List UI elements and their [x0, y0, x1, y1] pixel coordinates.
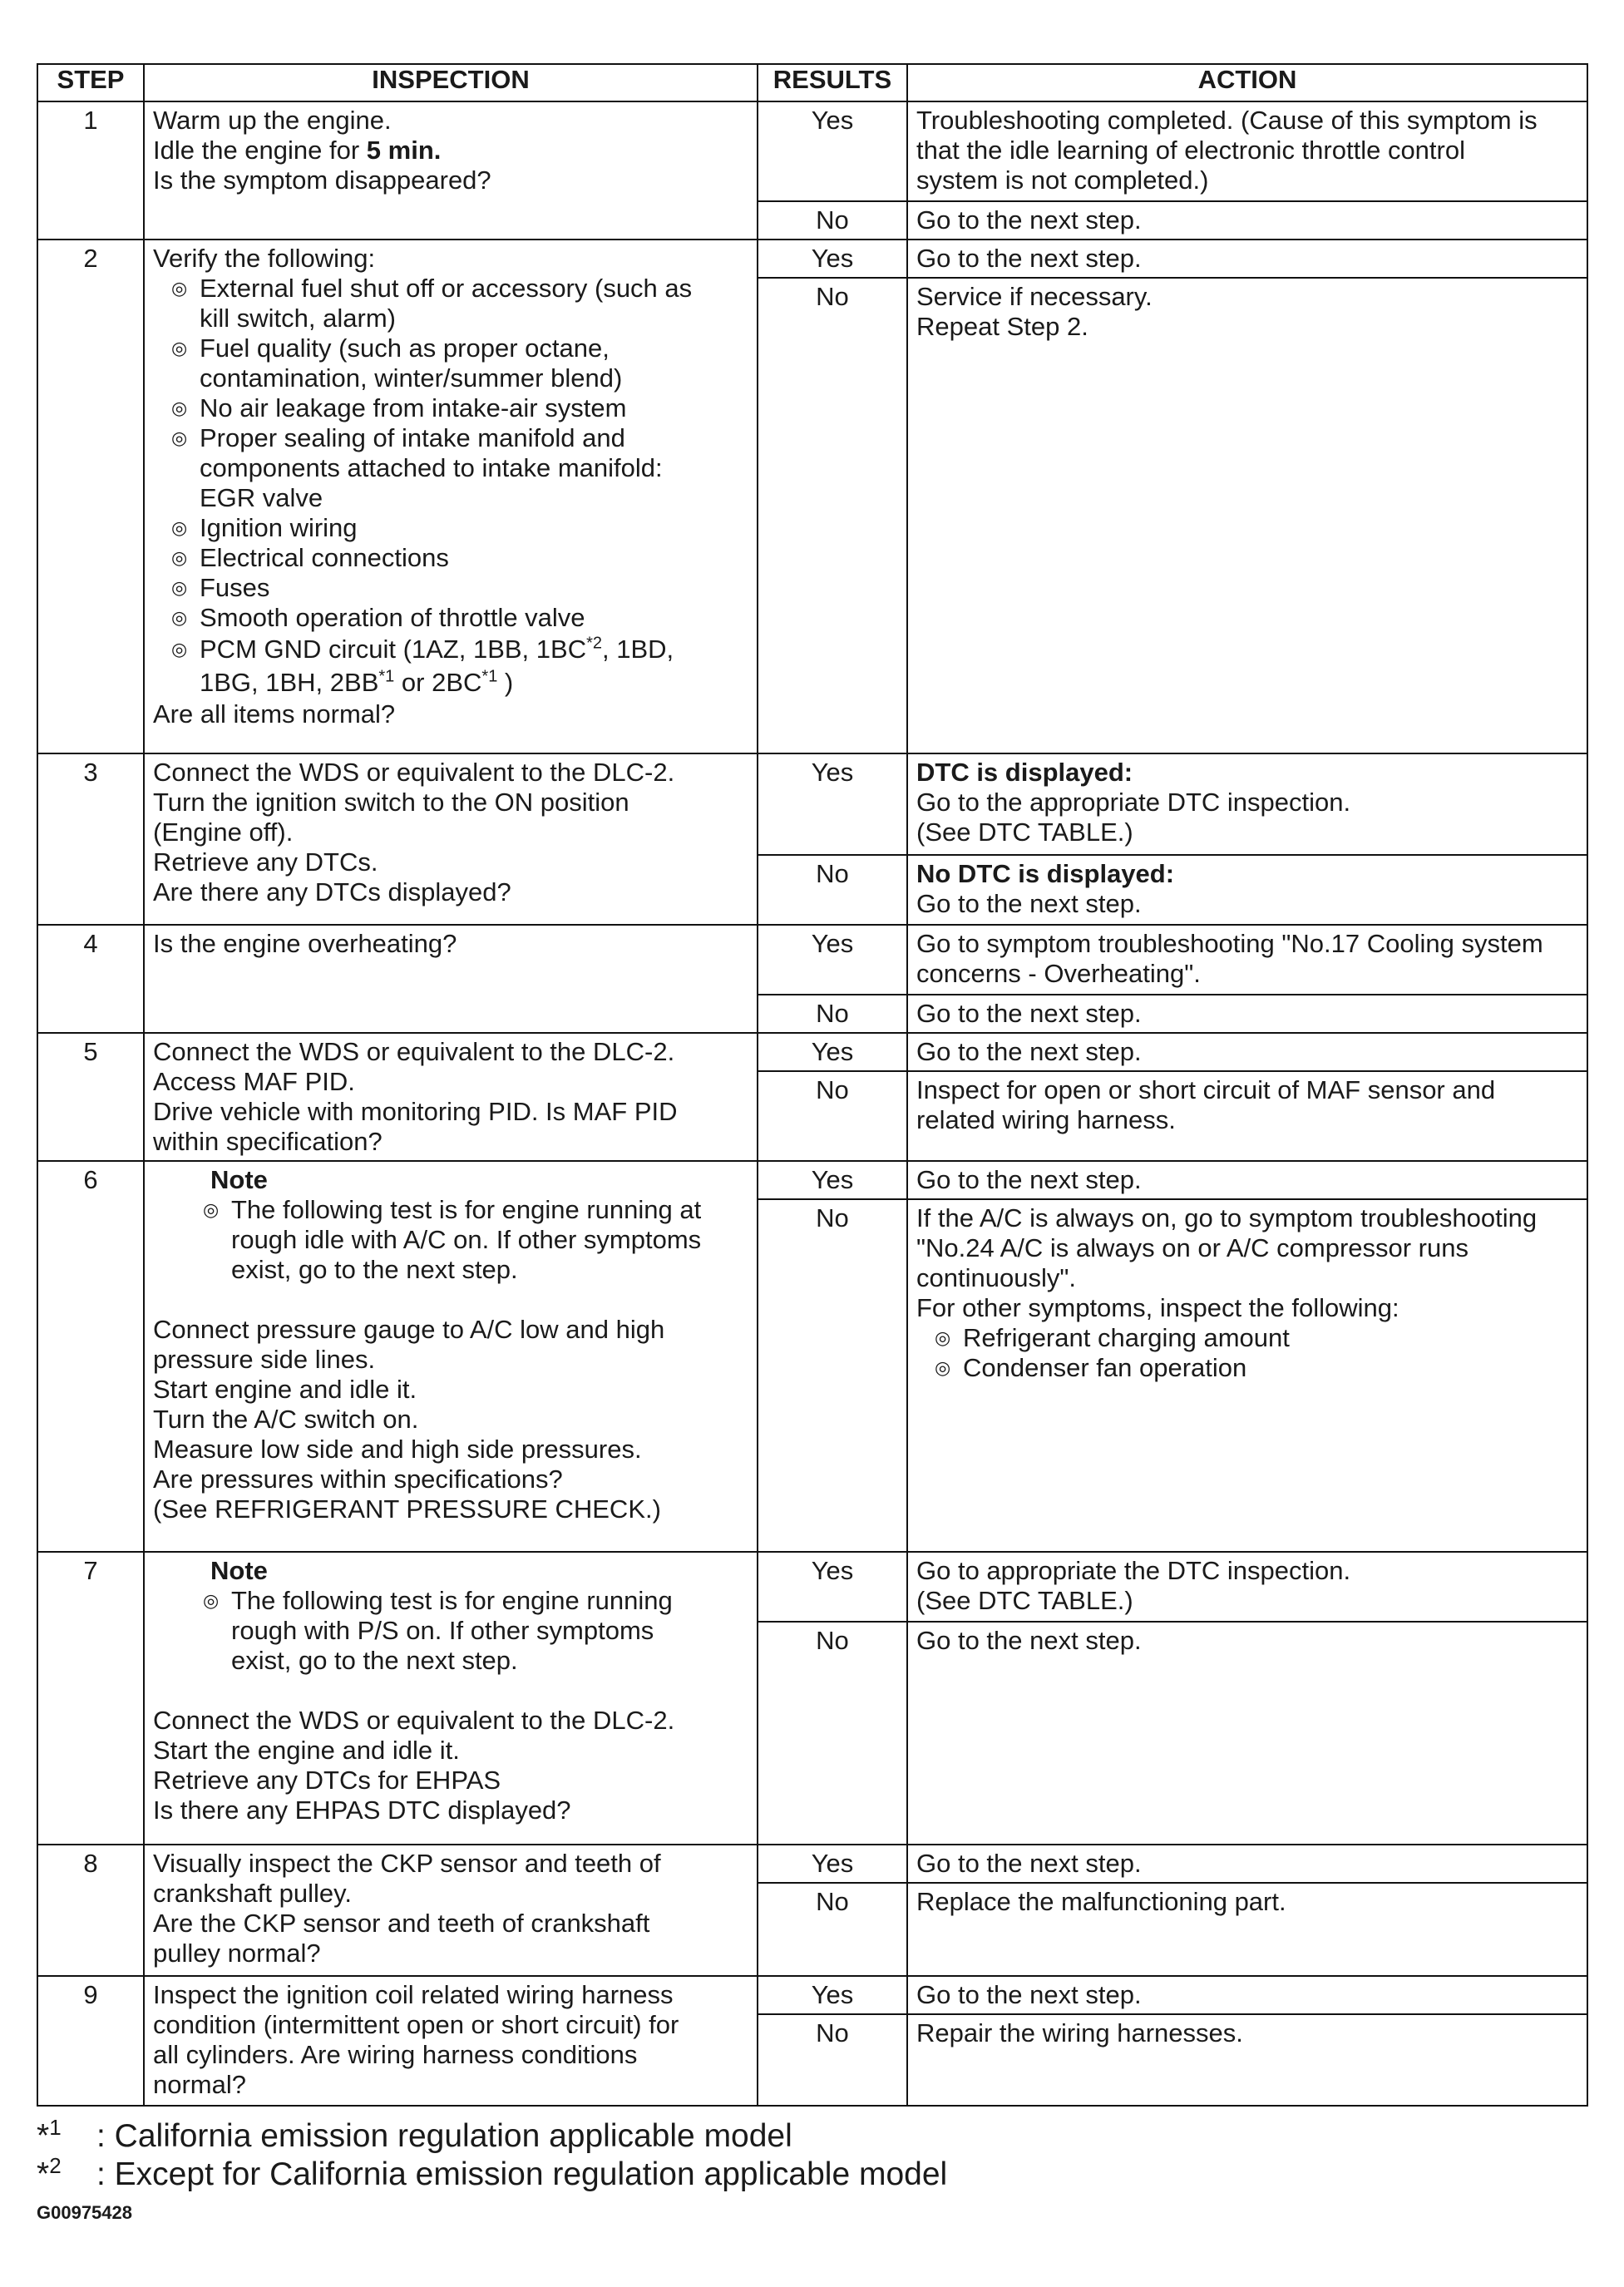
action-cell	[907, 1033, 1587, 1071]
action-cell	[907, 201, 1587, 240]
action-cell	[907, 855, 1587, 925]
action-line: related wiring harness.	[916, 1105, 1176, 1134]
result-no: No	[758, 201, 907, 240]
action-line: Repeat Step 2.	[916, 312, 1088, 341]
table-row	[37, 753, 1587, 855]
result-yes: Yes	[758, 1845, 907, 1883]
action-cell	[907, 101, 1587, 201]
list-item-text: ◎ Fuel quality (such as proper octane,	[200, 333, 610, 363]
action-cell	[907, 925, 1587, 995]
table-row	[37, 101, 1587, 201]
action-line: Service if necessary.	[916, 282, 1153, 311]
list-item-text: EGR valve	[200, 483, 323, 512]
step-number: 6	[37, 1161, 144, 1552]
result-yes: Yes	[758, 1552, 907, 1622]
list-item	[171, 633, 750, 699]
footnote-ref: *1	[481, 667, 498, 686]
result-no: No	[758, 995, 907, 1033]
action-line: (See DTC TABLE.)	[916, 1586, 1133, 1615]
troubleshooting-table	[37, 63, 1588, 2107]
step-number: 3	[37, 753, 144, 925]
list-item-text: ◎ Electrical connections	[200, 543, 449, 572]
inspection-line: Access MAF PID.	[153, 1067, 355, 1096]
footnote-text: : Except for California emission regulation applicable model	[96, 2156, 948, 2192]
footnote-ref: *2	[586, 634, 602, 653]
action-line: For other symptoms, inspect the following:	[916, 1293, 1399, 1322]
footnote-ref: *1	[378, 667, 395, 686]
list-item-text: ◎ The following test is for engine running at	[231, 1195, 702, 1224]
inspection-line: condition (intermittent open or short circuit) for	[153, 2010, 679, 2039]
inspection-duration: 5 min.	[366, 136, 442, 165]
list-item	[171, 513, 750, 543]
note-title: Note	[210, 1165, 268, 1194]
header-inspection: INSPECTION	[144, 64, 758, 101]
action-cell	[907, 1199, 1587, 1552]
action-line: Go to the next step.	[916, 205, 1142, 235]
list-item	[171, 603, 750, 633]
table-row	[37, 1033, 1587, 1071]
inspection-line: normal?	[153, 2070, 246, 2099]
step-number: 8	[37, 1845, 144, 1976]
list-item	[171, 423, 750, 513]
inspection-question: Is there any EHPAS DTC displayed?	[153, 1796, 571, 1825]
action-line: Inspect for open or short circuit of MAF sensor and	[916, 1075, 1496, 1104]
inspection-line: Start engine and idle it.	[153, 1375, 417, 1404]
list-item-text: ◎ No air leakage from intake-air system	[200, 393, 627, 422]
inspection-line: Drive vehicle with monitoring PID. Is MAF PID	[153, 1097, 678, 1126]
list-item-text: ◎ Fuses	[200, 573, 270, 602]
inspection-question: Are all items normal?	[153, 699, 396, 729]
action-line: (See DTC TABLE.)	[916, 817, 1133, 847]
note-list	[203, 1195, 750, 1285]
inspection-line: Retrieve any DTCs.	[153, 847, 378, 877]
action-line: Go to the next step.	[916, 1037, 1142, 1066]
table-row	[37, 1845, 1587, 1883]
inspection-cell	[144, 753, 758, 925]
footnote-mark	[37, 2153, 96, 2194]
action-cell	[907, 995, 1587, 1033]
action-cell	[907, 2014, 1587, 2106]
action-line: Go to the next step.	[916, 1626, 1142, 1655]
list-item: ◎ Condenser fan operation	[935, 1353, 1580, 1383]
note-block	[153, 1556, 750, 1676]
action-line: Replace the malfunctioning part.	[916, 1887, 1286, 1916]
result-no: No	[758, 278, 907, 753]
inspection-text: Idle the engine for	[153, 136, 367, 165]
result-yes: Yes	[758, 1976, 907, 2014]
inspection-line: Warm up the engine.	[153, 106, 392, 135]
inspection-line: pulley normal?	[153, 1939, 321, 1968]
figure-id: G00975428	[37, 2202, 132, 2223]
list-item-text: contamination, winter/summer blend)	[200, 363, 623, 393]
inspection-line: Connect the WDS or equivalent to the DLC-2.	[153, 1037, 675, 1066]
action-heading: DTC is displayed:	[916, 758, 1133, 787]
list-item-text: exist, go to the next step.	[231, 1646, 518, 1675]
result-yes: Yes	[758, 1033, 907, 1071]
list-item-text: kill switch, alarm)	[200, 304, 396, 333]
action-line: Troubleshooting completed. (Cause of this symptom is	[916, 106, 1538, 135]
note-block	[153, 1165, 750, 1285]
inspection-cell	[144, 1161, 758, 1552]
list-item-text: ◎ Smooth operation of throttle valve	[200, 603, 585, 632]
action-line: Go to the next step.	[916, 1165, 1142, 1194]
inspection-question: Is the engine overheating?	[153, 929, 457, 958]
action-cell	[907, 1552, 1587, 1622]
action-line: that the idle learning of electronic throttle control	[916, 136, 1465, 165]
spacer	[153, 1676, 750, 1706]
action-line: Go to appropriate the DTC inspection.	[916, 1556, 1351, 1585]
list-item	[203, 1586, 750, 1676]
inspection-question: Are the CKP sensor and teeth of crankshaft	[153, 1909, 650, 1938]
inspection-line: Connect pressure gauge to A/C low and high	[153, 1315, 665, 1344]
list-item-text	[200, 633, 750, 666]
action-line: Go to the next step.	[916, 999, 1142, 1028]
table-row	[37, 1976, 1587, 2014]
list-item-text: rough with P/S on. If other symptoms	[231, 1616, 654, 1645]
action-cell	[907, 1845, 1587, 1883]
note-list	[203, 1586, 750, 1676]
inspection-cell	[144, 925, 758, 1033]
action-cell	[907, 1071, 1587, 1161]
inspection-question: all cylinders. Are wiring harness conditions	[153, 2040, 638, 2069]
inspection-line: crankshaft pulley.	[153, 1879, 352, 1908]
list-item	[171, 543, 750, 573]
list-item-text	[200, 666, 750, 699]
inspection-question: Is the symptom disappeared?	[153, 165, 491, 195]
action-line: Go to the next step.	[916, 244, 1142, 273]
inspection-line: Start the engine and idle it.	[153, 1736, 460, 1765]
footnote-item	[37, 2117, 947, 2156]
inspection-cell	[144, 1552, 758, 1845]
action-line: Go to the appropriate DTC inspection.	[916, 788, 1351, 817]
list-item-text: ◎ External fuel shut off or accessory (such as	[200, 274, 693, 303]
result-yes: Yes	[758, 101, 907, 201]
action-line: Go to the next step.	[916, 1849, 1142, 1878]
list-item	[203, 1195, 750, 1285]
inspection-line: Connect the WDS or equivalent to the DLC-2.	[153, 1706, 675, 1735]
step-number: 7	[37, 1552, 144, 1845]
inspection-bullet-list	[153, 274, 750, 699]
result-yes: Yes	[758, 925, 907, 995]
inspection-line: Inspect the ignition coil related wiring harness	[153, 1980, 674, 2009]
step-number: 1	[37, 101, 144, 240]
inspection-cell	[144, 1033, 758, 1161]
table-row	[37, 1552, 1587, 1622]
action-line: If the A/C is always on, go to symptom troubleshooting	[916, 1203, 1538, 1232]
action-heading: No DTC is displayed:	[916, 859, 1175, 888]
list-item	[171, 573, 750, 603]
inspection-line: Turn the A/C switch on.	[153, 1405, 419, 1434]
result-yes: Yes	[758, 1161, 907, 1199]
header-step: STEP	[37, 64, 144, 101]
action-cell	[907, 753, 1587, 855]
action-cell	[907, 1622, 1587, 1845]
inspection-line: (Engine off).	[153, 817, 294, 847]
pcm-text: or 2BC	[394, 668, 482, 697]
action-line: Repair the wiring harnesses.	[916, 2018, 1243, 2047]
footnote-item	[37, 2153, 948, 2194]
inspection-question: Are pressures within specifications?	[153, 1465, 563, 1494]
action-line: system is not completed.)	[916, 165, 1209, 195]
action-cell	[907, 1883, 1587, 1976]
inspection-cell	[144, 1976, 758, 2106]
list-item-text: ◎ Ignition wiring	[200, 513, 358, 542]
pcm-text: , 1BD,	[602, 635, 674, 664]
pcm-text: 1BG, 1BH, 2BB	[200, 668, 379, 697]
action-line: concerns - Overheating".	[916, 959, 1201, 988]
footnote-number: 2	[49, 2153, 62, 2178]
table-row	[37, 925, 1587, 995]
pcm-text: )	[497, 668, 514, 697]
troubleshooting-page	[37, 63, 1587, 2107]
action-cell	[907, 1976, 1587, 2014]
list-item	[171, 274, 750, 333]
step-number: 2	[37, 240, 144, 753]
result-yes: Yes	[758, 240, 907, 278]
step-number: 5	[37, 1033, 144, 1161]
header-action: ACTION	[907, 64, 1587, 101]
inspection-line: Turn the ignition switch to the ON position	[153, 788, 629, 817]
inspection-line: Retrieve any DTCs for EHPAS	[153, 1766, 501, 1795]
list-item: ◎ Refrigerant charging amount	[935, 1323, 1580, 1353]
action-line: "No.24 A/C is always on or A/C compressor runs	[916, 1233, 1469, 1262]
result-yes: Yes	[758, 753, 907, 855]
spacer	[153, 1285, 750, 1315]
footnote-asterisk: *	[37, 2118, 50, 2154]
inspection-line: Visually inspect the CKP sensor and teeth of	[153, 1849, 661, 1878]
action-line: Go to symptom troubleshooting "No.17 Cooling system	[916, 929, 1543, 958]
inspection-cell	[144, 1845, 758, 1976]
footnote-asterisk: *	[37, 2156, 50, 2192]
inspection-line: Measure low side and high side pressures.	[153, 1435, 642, 1464]
list-item-text: ◎ The following test is for engine running	[231, 1586, 673, 1615]
result-no: No	[758, 1622, 907, 1845]
list-item-text: rough idle with A/C on. If other symptoms	[231, 1225, 702, 1254]
note-title: Note	[210, 1556, 268, 1585]
action-line: continuously".	[916, 1263, 1076, 1292]
inspection-cell	[144, 240, 758, 753]
header-results: RESULTS	[758, 64, 907, 101]
footnote-text: : California emission regulation applicable model	[96, 2118, 792, 2154]
footnote-number: 1	[49, 2115, 62, 2140]
result-no: No	[758, 855, 907, 925]
inspection-question: Are there any DTCs displayed?	[153, 877, 511, 906]
list-item-text: components attached to intake manifold:	[200, 453, 663, 482]
inspection-question: within specification?	[153, 1127, 383, 1156]
inspection-cell	[144, 101, 758, 240]
result-no: No	[758, 1883, 907, 1976]
inspection-line: Verify the following:	[153, 244, 376, 273]
action-cell	[907, 1161, 1587, 1199]
inspection-line: (See REFRIGERANT PRESSURE CHECK.)	[153, 1494, 661, 1524]
list-item-text: exist, go to the next step.	[231, 1255, 518, 1284]
result-no: No	[758, 2014, 907, 2106]
action-line: Go to the next step.	[916, 1980, 1142, 2009]
list-item	[171, 393, 750, 423]
footnote-mark	[37, 2117, 96, 2156]
result-no: No	[758, 1199, 907, 1552]
inspection-line: Connect the WDS or equivalent to the DLC-2.	[153, 758, 675, 787]
step-number: 4	[37, 925, 144, 1033]
table-row	[37, 240, 1587, 278]
list-item-text: ◎ Proper sealing of intake manifold and	[200, 423, 625, 452]
result-no: No	[758, 1071, 907, 1161]
table-header-row	[37, 64, 1587, 101]
list-item	[171, 333, 750, 393]
inspection-line: pressure side lines.	[153, 1345, 376, 1374]
action-cell	[907, 278, 1587, 753]
table-row	[37, 1161, 1587, 1199]
pcm-text: PCM GND circuit (1AZ, 1BB, 1BC	[200, 635, 587, 664]
inspection-line	[153, 136, 750, 165]
footnotes	[37, 2117, 947, 2194]
action-cell	[907, 240, 1587, 278]
step-number: 9	[37, 1976, 144, 2106]
action-bullet-list	[916, 1323, 1580, 1383]
action-line: Go to the next step.	[916, 889, 1142, 918]
